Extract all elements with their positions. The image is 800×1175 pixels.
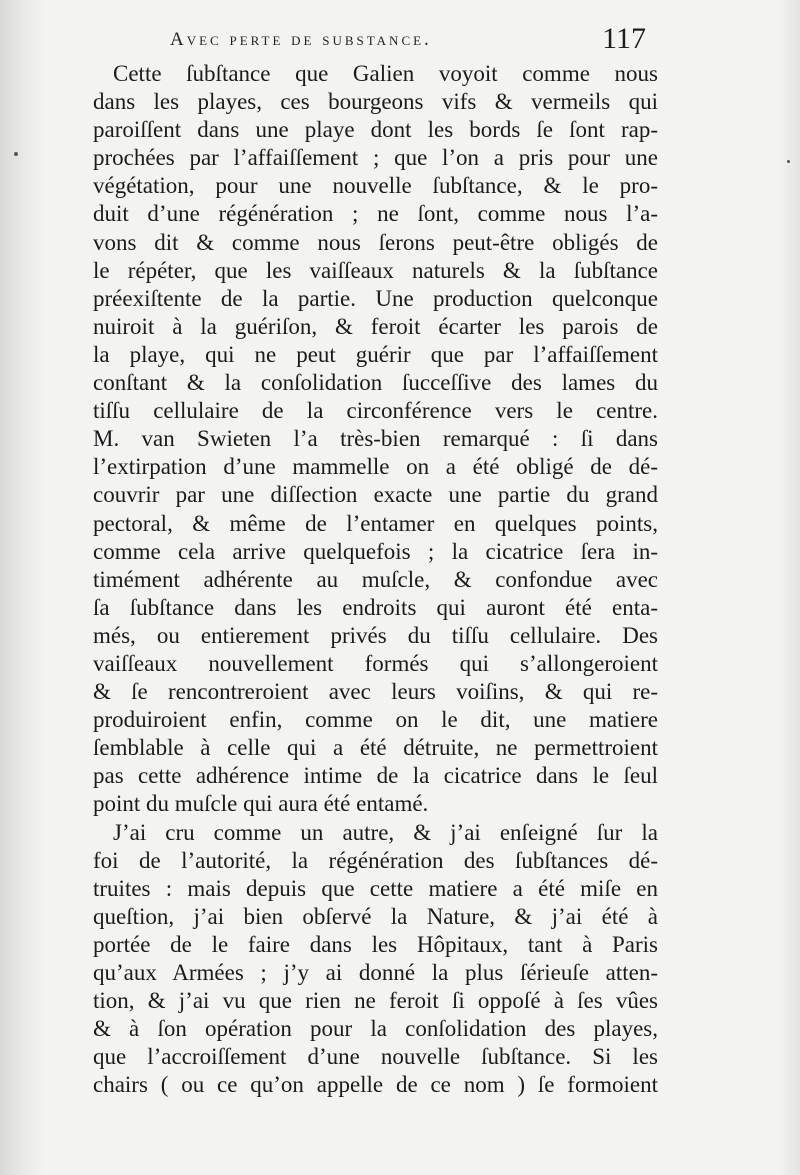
text-line: pas cette adhérence intime de la cicatrice dans le ſeul (93, 763, 658, 789)
page-number: 117 (602, 22, 646, 55)
text-line: ſa ſubſtance dans les endroits qui auront été enta- (93, 594, 658, 620)
page-edge-shadow (778, 0, 800, 1175)
paper-speck (14, 152, 18, 156)
text-line: dans les playes, ces bourgeons vifs & vermeils qui (93, 89, 658, 115)
text-line: més, ou entierement privés du tiſſu cellulaire. Des (93, 622, 658, 648)
page-header (90, 22, 660, 60)
text-line: duit d’une régénération ; ne ſont, comme nous l’a- (93, 201, 658, 227)
text-line: végétation, pour une nouvelle ſubſtance, & le pro- (93, 173, 658, 199)
text-line: & à ſon opération pour la conſolidation des playes, (93, 1016, 658, 1042)
text-line: tion, & j’ai vu que rien ne feroit ſi oppoſé à ſes vûes (93, 988, 658, 1014)
paper-speck (787, 160, 790, 163)
text-line: le répéter, que les vaiſſeaux naturels & la ſubſtance (93, 257, 658, 283)
text-line: pectoral, & même de l’entamer en quelques points, (93, 510, 658, 536)
text-line: comme cela arrive quelquefois ; la cicatrice ſera in- (93, 538, 658, 564)
text-line: tiſſu cellulaire de la circonférence vers le centre. (93, 398, 658, 424)
text-line: conſtant & la conſolidation ſucceſſive des lames du (93, 370, 658, 396)
text-line: Cette ſubſtance que Galien voyoit comme nous (113, 61, 658, 86)
text-line: ſemblable à celle qui a été détruite, ne permettroient (93, 735, 658, 761)
text-line: foi de l’autorité, la régénération des ſubſtances dé- (93, 847, 658, 873)
text-line: vaiſſeaux nouvellement formés qui s’allongeroient (93, 650, 658, 676)
page-gutter-shadow (0, 0, 44, 1175)
text-line: vons dit & comme nous ſerons peut-être obligés de (93, 229, 658, 255)
text-line: paroiſſent dans une playe dont les bords ſe ſont rap- (93, 117, 658, 143)
text-line: la playe, qui ne peut guérir que par l’affaiſſement (93, 341, 658, 367)
text-line: & ſe rencontreroient avec leurs voiſins, & qui re- (93, 679, 658, 705)
text-line: prochées par l’affaiſſement ; que l’on a pris pour une (93, 145, 658, 171)
text-line: qu’aux Armées ; j’y ai donné la plus ſérieuſe atten- (93, 960, 658, 985)
text-line: queſtion, j’ai bien obſervé la Nature, & j’ai été à (93, 903, 658, 929)
text-line: chairs ( ou ce qu’on appelle de ce nom ) ſe formoient (93, 1072, 658, 1098)
text-line: J’ai cru comme un autre, & j’ai enſeigné ſur la (113, 819, 658, 845)
text-line: nuiroit à la guériſon, & feroit écarter les parois de (93, 313, 658, 339)
text-line: timément adhérente au muſcle, & confondue avec (93, 566, 658, 592)
text-line: couvrir par une diſſection exacte une partie du grand (93, 482, 658, 508)
text-line: truites : mais depuis que cette matiere a été miſe en (93, 875, 658, 901)
text-line: M. van Swieten l’a très-bien remarqué : ſi dans (93, 426, 658, 452)
text-line: produiroient enfin, comme on le dit, une matiere (93, 707, 658, 733)
text-line: point du muſcle qui aura été entamé. (93, 791, 429, 817)
text-line: que l’accroiſſement d’une nouvelle ſubſtance. Si les (93, 1044, 658, 1070)
running-head: Avec perte de substance. (170, 29, 432, 50)
text-line: préexiſtente de la partie. Une production quelconque (93, 285, 658, 311)
text-line: portée de le faire dans les Hôpitaux, tant à Paris (93, 931, 658, 957)
body-text (93, 60, 658, 1099)
text-line: l’extirpation d’une mammelle on a été obligé de dé- (93, 454, 658, 480)
